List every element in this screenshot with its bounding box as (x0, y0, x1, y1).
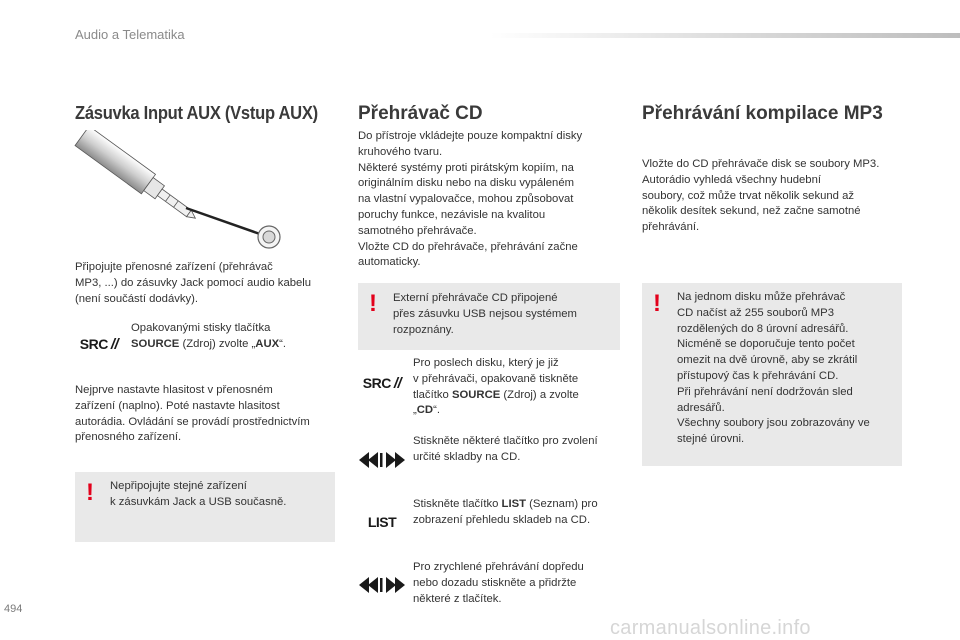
cd-list-text-1: Stiskněte tlačítko (413, 498, 502, 510)
cd-list-label: LIST (501, 498, 527, 510)
cd-track-text: Stiskněte některé tlačítko pro zvolení určité skladby na CD. (413, 435, 598, 463)
aux-source-instruction (131, 321, 331, 353)
mp3-title: Přehrávání kompilace MP3 (642, 103, 883, 124)
cd-list-instruction (413, 497, 633, 529)
list-button-icon: LIST (367, 514, 397, 530)
aux-warning-text: Nepřipojujte stejné zařízení k zásuvkám Jack a USB současně. (110, 480, 287, 508)
src-button-icon: SRC / / (362, 374, 402, 392)
warning-icon: ! (653, 290, 661, 317)
jack-plug-illustration (74, 130, 294, 250)
cd-warning-text: Externí přehrávače CD připojené přes zásuvku USB nejsou systémem rozpoznány. (393, 292, 577, 336)
cd-listen-label: SOURCE (451, 388, 501, 401)
src-button-label: SRC (362, 375, 391, 391)
warning-icon: ! (369, 290, 377, 317)
seek-arrows-icon (359, 575, 405, 595)
aux-source-label: SOURCE (131, 337, 180, 350)
aux-source-text-1: Opakovanými stisky tlačítka (131, 322, 271, 334)
cd-listen-instruction (413, 356, 628, 419)
cd-title: Přehrávač CD (358, 103, 483, 124)
src-button-icon: SRC / / (79, 335, 119, 353)
track-arrows-icon (359, 450, 405, 470)
aux-volume-text: Nejprve nastavte hlasitost v přenosném zařízení (naplno). Poté nastavte hlasitost autorádia. Ovládání se provádí prostřednictvím přenosného zařízení. (75, 384, 310, 444)
cd-listen-text-1: Pro poslech disku, který je již v přehrávači, opakovaně tiskněte tlačítko (413, 357, 579, 401)
cd-fast-text: Pro zrychlené přehrávání dopředu nebo dozadu stiskněte a přidržte některé z tlačítek. (413, 561, 584, 605)
section-header: Audio a Telematika (75, 27, 185, 42)
mp3-warning-text: Na jednom disku může přehrávač CD načíst až 255 souborů MP3 rozdělených do 8 úrovní adresářů. Nicméně se doporučuje tento počet omezit na dvě úrovně, aby se zkrátil přístupový čas k přehrávání CD. Při přehrávání není dodržován sled adresářů. Všechny soubory jsou zobrazovány ve stejné úrovni. (677, 291, 870, 446)
cd-list-text-2: (Seznam) pro zobrazení přehledu skladeb na CD. (413, 498, 598, 526)
cd-intro-text: Do přístroje vkládejte pouze kompaktní disky kruhového tvaru. Některé systémy proti pirátským kopiím, na originálním disku nebo na disku vypáleném na vlastní vypalovačce, mohou způsobovat poruchy funkce, nezávisle na kvalitou samotného přehrávače. Vložte CD do přehrávače, přehrávání začne automaticky. (358, 130, 583, 269)
aux-source-value: AUX (255, 337, 280, 350)
cd-listen-text-3: “. (433, 404, 440, 417)
cd-listen-text-2: (Zdroj) a zvolte „ (413, 388, 579, 417)
aux-intro-text: Připojujte přenosné zařízení (přehrávač MP3, ...) do zásuvky Jack pomocí audio kabelu (není součástí dodávky). (75, 261, 312, 305)
warning-icon: ! (86, 479, 94, 506)
aux-source-text-2: (Zdroj) zvolte „ (179, 337, 256, 350)
mp3-intro-text: Vložte do CD přehrávače disk se soubory MP3. Autorádio vyhledá všechny hudební soubory, což může trvat několik sekund až několik desítek sekund, než začne samotné přehrávání. (642, 158, 880, 234)
header-divider (490, 33, 960, 38)
watermark: carmanualsonline.info (610, 617, 811, 639)
src-button-label: SRC (79, 336, 108, 352)
page-number: 494 (4, 603, 23, 615)
aux-source-text-3: “. (279, 337, 287, 350)
cd-listen-value: CD (416, 404, 434, 417)
aux-title: Zásuvka Input AUX (Vstup AUX) (75, 103, 318, 123)
